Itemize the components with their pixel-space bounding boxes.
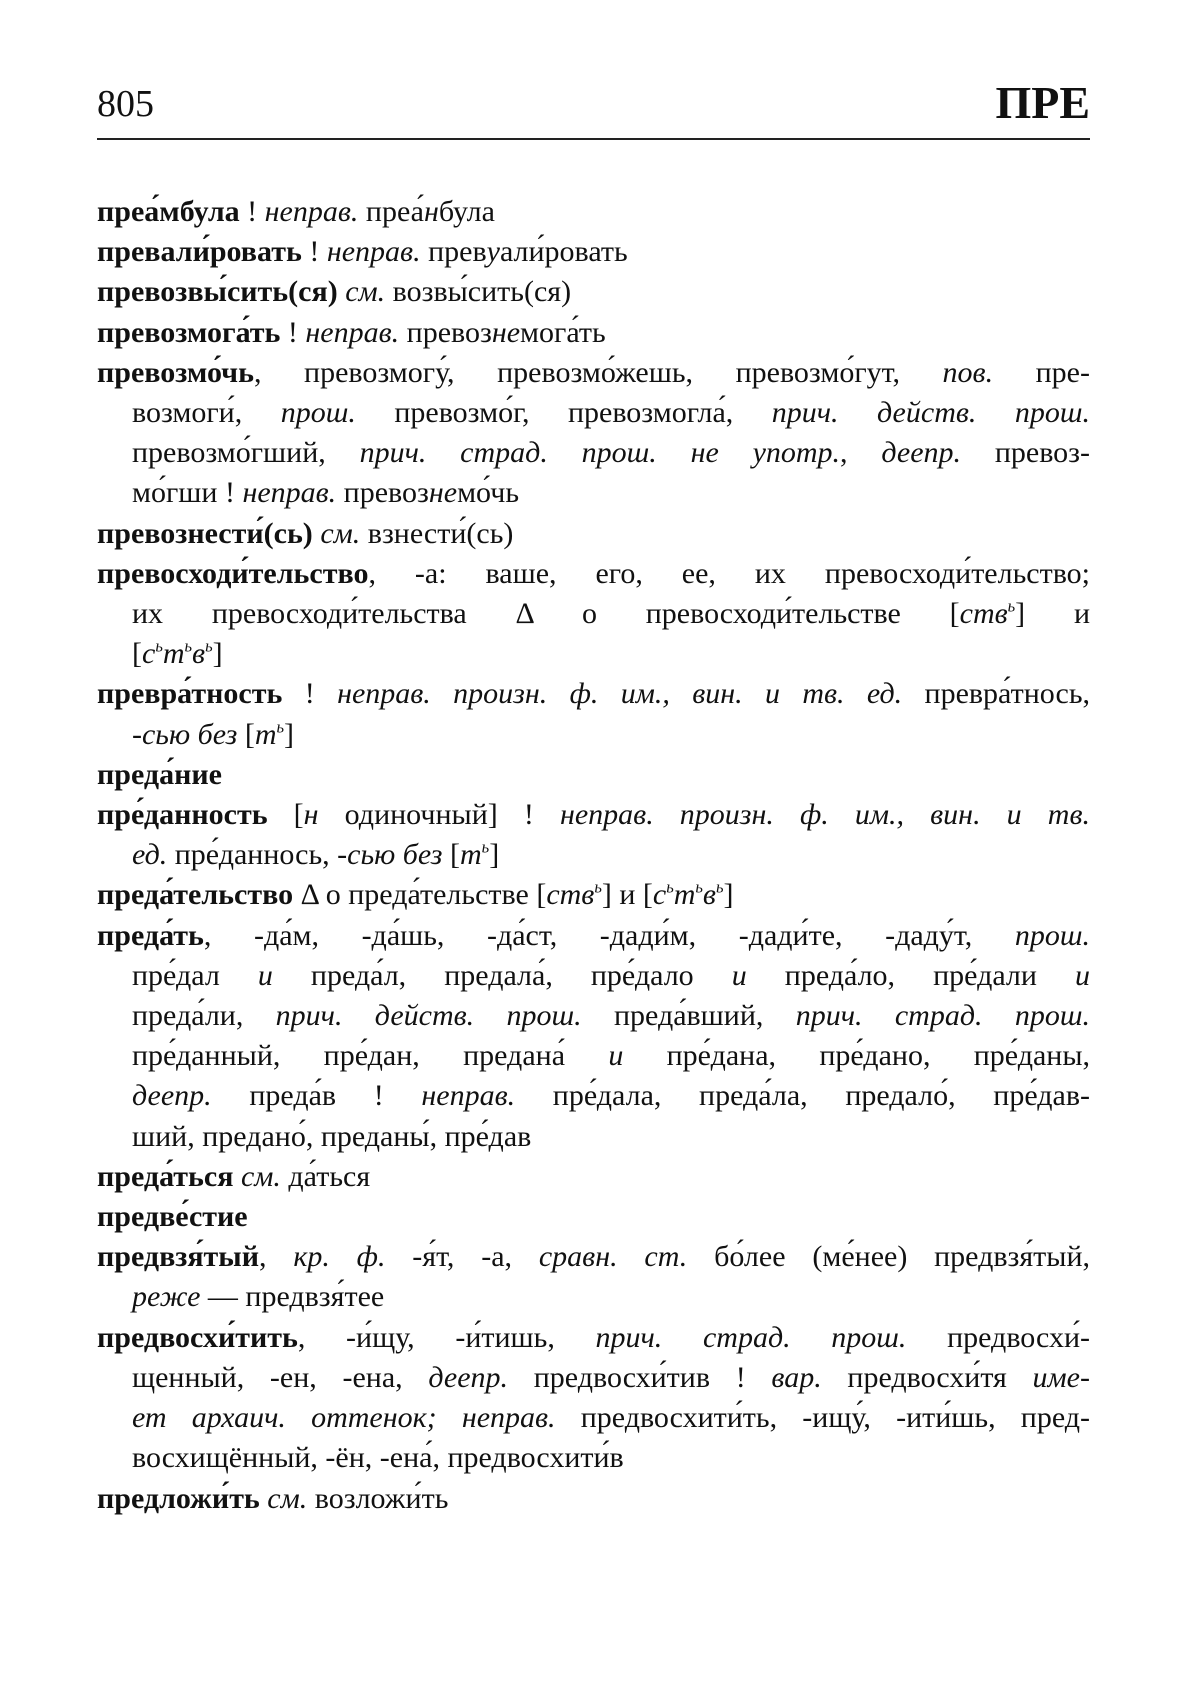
italic-label: см. [240, 1159, 281, 1193]
entry-text: одиночный] ! [318, 798, 560, 832]
entry-line [97, 1318, 1090, 1358]
superscript-soft-sign: ь [184, 636, 193, 656]
italic-label: ств [959, 597, 1008, 631]
entry-continuation-line [97, 594, 1090, 634]
entry-line [97, 795, 1090, 835]
entry-text: , [259, 1240, 294, 1274]
dictionary-entry [97, 1479, 1090, 1519]
entry-text: , -и́щу, -и́тишь, [297, 1320, 596, 1354]
italic-label: прош. [280, 396, 356, 430]
entry-text: превоз- [961, 436, 1090, 470]
entry-text: преда́вший, [581, 999, 796, 1033]
italic-label: прош. [1014, 918, 1090, 952]
entry-text: преа́ [358, 195, 424, 228]
dictionary-entry [97, 916, 1090, 1157]
entry-line [97, 514, 1090, 554]
superscript-soft-sign: ь [1007, 596, 1016, 616]
entry-text: пре́дал [132, 958, 258, 992]
headword: преа́мбула [97, 195, 240, 228]
dictionary-entry [97, 1237, 1090, 1317]
dictionary-entry [97, 1157, 1090, 1197]
italic-label: неправ. [421, 1079, 516, 1113]
entry-continuation-line [97, 1277, 1090, 1317]
entry-text: прев [420, 235, 487, 269]
italic-label: см. [320, 516, 361, 550]
superscript-soft-sign: ь [481, 837, 490, 857]
dictionary-entry [97, 795, 1090, 875]
entry-text: превозмо́гший, [132, 436, 360, 470]
entry-continuation-line [97, 433, 1090, 473]
entry-text: преда́л, предала́, пре́дало [272, 958, 732, 992]
headword: превали́ровать [97, 235, 302, 269]
headword: преда́тельство [97, 878, 294, 912]
headword: предве́стие [97, 1200, 248, 1234]
page-number: 805 [97, 83, 154, 125]
italic-label: -сью без [337, 838, 443, 872]
entry-continuation-line [97, 715, 1090, 755]
italic-label: неправ. [326, 235, 421, 269]
entry-continuation-line [97, 1117, 1090, 1157]
italic-label: неправ. [242, 476, 337, 510]
entry-continuation-line [97, 1358, 1090, 1398]
entry-text: предвосхи́тя [821, 1360, 1033, 1394]
entry-continuation-line [97, 634, 1090, 674]
italic-label: см. [267, 1481, 308, 1515]
dictionary-entry [97, 514, 1090, 554]
entry-text: превозмо́г, превозмогла́, [355, 396, 772, 430]
headword: предвосхи́тить [97, 1320, 298, 1354]
entry-line [97, 353, 1090, 393]
italic-label: прич. действ. прош. [771, 396, 1090, 430]
italic-label: не [428, 476, 458, 510]
italic-label: в [702, 878, 716, 912]
entry-text: превоз [399, 315, 492, 349]
dictionary-entries [97, 192, 1090, 1519]
dictionary-entry [97, 1318, 1090, 1479]
entry-line [97, 232, 1090, 272]
entry-text: пре́дана, пре́дано, пре́даны, [623, 1039, 1091, 1073]
entry-text: али́ровать [499, 235, 628, 269]
entry-text: ! [280, 315, 306, 349]
dictionary-entry [97, 232, 1090, 272]
italic-label: т [460, 838, 482, 872]
entry-text: ] и [1015, 597, 1091, 631]
entry-text: [ [132, 637, 142, 671]
italic-label: т [162, 637, 185, 671]
superscript-soft-sign: ь [594, 877, 602, 897]
italic-label: сравн. ст. [538, 1240, 688, 1274]
superscript-soft-sign: ь [695, 877, 703, 897]
italic-label: вар. [771, 1360, 822, 1394]
entry-text: ! [239, 195, 265, 228]
entry-text: пре́данный, пре́дан, предана́ [132, 1039, 609, 1073]
entry-line [97, 1237, 1090, 1277]
entry-text: ] [489, 838, 500, 872]
entry-text: превоз [336, 476, 429, 510]
entry-text: ! [301, 235, 327, 269]
italic-label: т [673, 878, 696, 912]
italic-label: прич. страд. прош. [595, 1320, 907, 1354]
entry-text: возмоги́, [132, 396, 281, 430]
italic-label: см. [345, 275, 386, 309]
headword: превозмога́ть [97, 315, 281, 349]
entry-text: ] и [ [601, 878, 653, 912]
entry-text: була [438, 195, 495, 228]
italic-label: реже [132, 1280, 201, 1314]
italic-label: ед. [132, 838, 168, 872]
headword: превозвы́сить(ся) [97, 275, 338, 309]
dictionary-entry [97, 875, 1090, 915]
entry-line [97, 875, 1090, 915]
headword: предвзя́тый [97, 1240, 259, 1274]
entry-text: ] [284, 717, 295, 751]
italic-label: и [1075, 958, 1090, 992]
entry-continuation-line [97, 835, 1090, 875]
entry-text: -я́т, -а, [385, 1240, 539, 1274]
italic-label: ств [546, 878, 595, 912]
italic-label: кр. ф. [293, 1240, 386, 1274]
entry-text: пре́дала, преда́ла, предало́, пре́дав- [515, 1079, 1090, 1113]
headword: превозмо́чь [97, 355, 254, 389]
guide-word: ПРЕ [995, 77, 1090, 128]
entry-text: преда́ли, [132, 999, 276, 1033]
entry-text: преда́ло, пре́дали [746, 958, 1075, 992]
entry-text: мо́чь [457, 476, 520, 510]
italic-label: в [192, 637, 206, 671]
entry-text: возложи́ть [307, 1481, 449, 1515]
superscript-soft-sign: ь [276, 717, 285, 737]
entry-text: предвосхити́ть, -ищу́, -ити́шь, пред- [555, 1401, 1090, 1435]
entry-text: , [840, 436, 882, 470]
italic-label: н [423, 195, 439, 228]
superscript-soft-sign: ь [155, 636, 163, 656]
dictionary-entry [97, 313, 1090, 353]
entry-text [437, 1401, 462, 1434]
entry-continuation-line [97, 996, 1090, 1036]
entry-text: да́ться [280, 1159, 371, 1193]
headword: преда́ться [97, 1159, 234, 1193]
entry-text: , превозмогу́, превозмо́жешь, превозмо́гут, [253, 355, 943, 389]
entry-text: [ [237, 717, 255, 751]
italic-label: с [142, 637, 156, 671]
entry-text: , -а: ваше, его, ее, их превосходи́тельство; [368, 556, 1090, 590]
entry-continuation-line [97, 1398, 1090, 1438]
entry-text: преда́в ! [211, 1079, 422, 1113]
headword: преда́ть [97, 918, 204, 952]
headword: преда́ние [97, 757, 222, 791]
italic-label: и [608, 1039, 624, 1073]
entry-text: взнести́(сь) [360, 516, 514, 550]
entry-line [97, 916, 1090, 956]
entry-text: восхищённый, -ён, -ена́, предвосхити́в [132, 1441, 624, 1475]
entry-text: их превосходи́тельства Δ о превосходи́тельстве [ [132, 597, 960, 631]
superscript-soft-sign: ь [205, 636, 213, 656]
italic-label: неправ. [264, 195, 359, 228]
entry-text: ! [282, 677, 338, 711]
entry-line [97, 192, 1090, 232]
italic-label: у [486, 235, 500, 269]
headword: предложи́ть [97, 1481, 260, 1515]
headword: превра́тность [97, 677, 283, 711]
dictionary-entry [97, 554, 1090, 675]
entry-text: [ [267, 798, 304, 832]
entry-text: мога́ть [520, 315, 606, 349]
dictionary-entry [97, 674, 1090, 754]
entry-text: Δ о преда́тельстве [ [293, 878, 547, 912]
entry-text: предвосхи́- [906, 1320, 1090, 1354]
italic-label: неправ. произн. ф. им., вин. и тв. ед. [337, 677, 903, 711]
superscript-soft-sign: ь [666, 877, 674, 897]
dictionary-entry [97, 755, 1090, 795]
italic-label: деепр. [132, 1079, 212, 1113]
entry-text: ] [212, 637, 223, 671]
dictionary-entry [97, 353, 1090, 514]
entry-line [97, 272, 1090, 312]
entry-line [97, 674, 1090, 714]
italic-label: и [731, 958, 747, 992]
entry-text: предвосхи́тив ! [508, 1360, 772, 1394]
italic-label: с [652, 878, 667, 912]
header-rule [97, 138, 1090, 140]
entry-text: , -да́м, -да́шь, -да́ст, -дади́м, -дади́те, -даду́т, [203, 918, 1015, 952]
headword: превознести́(сь) [97, 516, 313, 550]
italic-label: прич. страд. прош. не употр. [359, 436, 841, 470]
dictionary-entry [97, 1197, 1090, 1237]
entry-continuation-line [97, 393, 1090, 433]
entry-text: мо́гши ! [132, 476, 243, 510]
italic-label: пов. [942, 355, 994, 389]
italic-label: неправ. [461, 1401, 556, 1435]
entry-continuation-line [97, 956, 1090, 996]
italic-label: -сью без [132, 717, 238, 751]
italic-label: не [491, 315, 521, 349]
entry-line [97, 755, 1090, 795]
headword: пре́данность [97, 798, 268, 832]
entry-line [97, 313, 1090, 353]
italic-label: неправ. [305, 315, 400, 349]
entry-line [97, 1479, 1090, 1519]
entry-line [97, 1197, 1090, 1237]
italic-label: деепр. [428, 1360, 509, 1394]
entry-continuation-line [97, 1036, 1090, 1076]
entry-text: превра́тнось, [902, 677, 1090, 711]
entry-text: пре- [993, 355, 1090, 389]
entry-text: бо́лее (ме́нее) предвзя́тый, [687, 1240, 1090, 1274]
entry-text [233, 1160, 241, 1193]
entry-continuation-line [97, 473, 1090, 513]
entry-text: [ [442, 838, 460, 872]
entry-text: возвы́сить(ся) [385, 275, 572, 309]
italic-label: прич. страд. прош. [795, 999, 1090, 1033]
dictionary-entry [97, 192, 1090, 232]
headword: превосходи́тельство [97, 556, 369, 590]
dictionary-entry [97, 272, 1090, 312]
italic-label: неправ. произн. ф. им., вин. и тв. [559, 798, 1090, 832]
italic-label: и [257, 958, 273, 992]
entry-continuation-line [97, 1076, 1090, 1116]
italic-label: деепр. [881, 436, 962, 470]
superscript-soft-sign: ь [715, 877, 724, 897]
entry-line [97, 1157, 1090, 1197]
italic-label: име- [1032, 1360, 1090, 1394]
entry-line [97, 554, 1090, 594]
entry-continuation-line [97, 1438, 1090, 1478]
italic-label: ет архаич. оттенок; [132, 1401, 437, 1435]
entry-text: щенный, -ен, -ена, [132, 1360, 429, 1394]
italic-label: прич. действ. прош. [275, 999, 582, 1033]
entry-text: ] [723, 878, 734, 912]
entry-text: пре́даннось, [167, 838, 338, 872]
italic-label: н [303, 798, 319, 832]
entry-text: ший, предано́, преданы́, пре́дав [132, 1119, 532, 1153]
entry-text: — предвзя́тее [200, 1280, 385, 1314]
italic-label: т [254, 717, 277, 751]
